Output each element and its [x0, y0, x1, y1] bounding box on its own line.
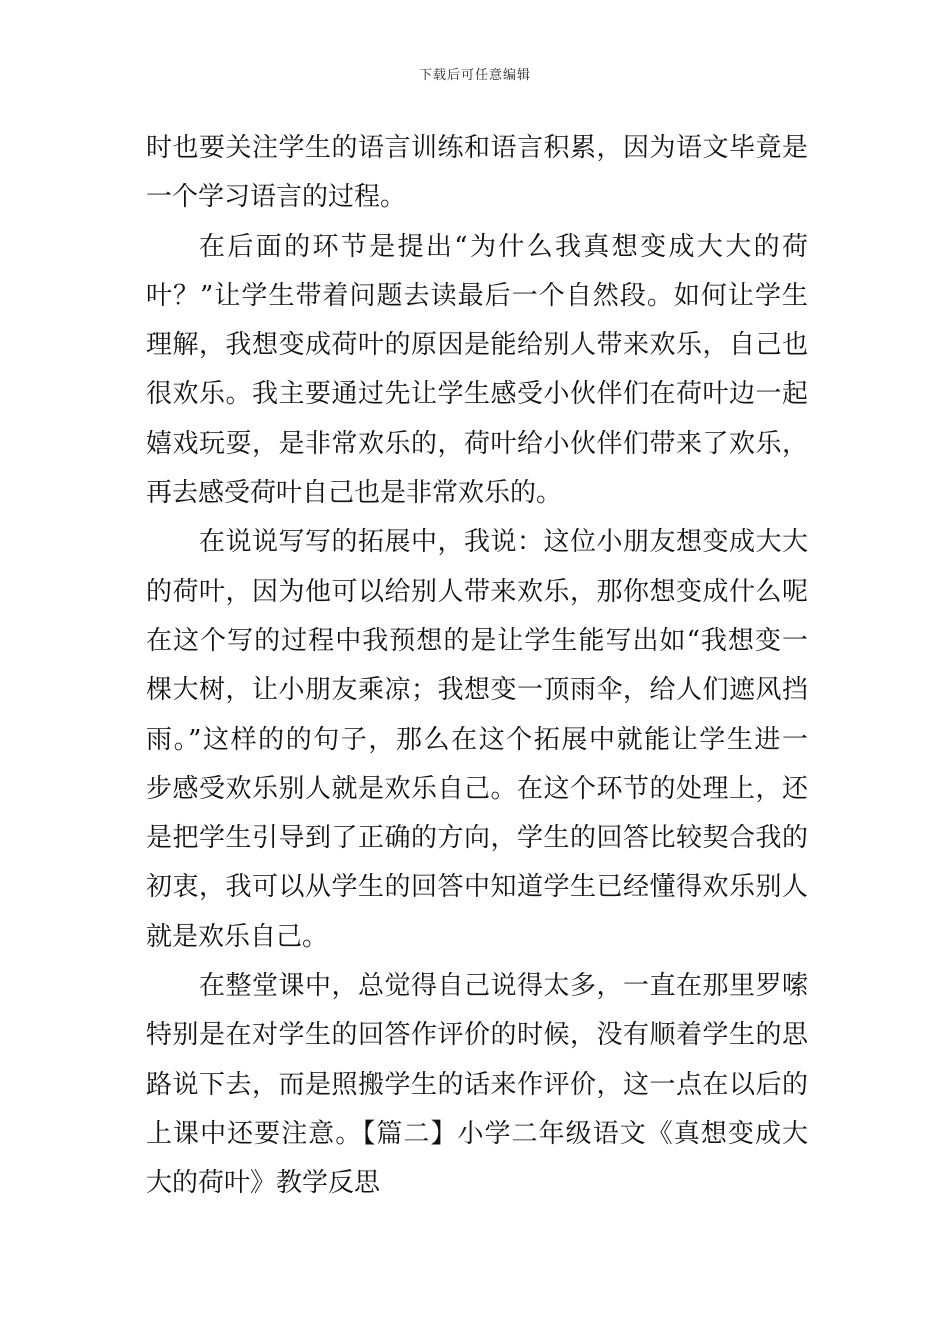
document-body: [146, 124, 808, 1209]
text-line: 再去感受荷叶自己也是非常欢乐的。: [146, 478, 563, 509]
text-line: 是把学生引导到了正确的方向，学生的回答比较契合我的: [146, 823, 808, 854]
text-line: 在这个写的过程中我预想的是让学生能写出如“我想变一: [146, 625, 808, 656]
text-line: 上课中还要注意。【篇二】小学二年级语文《真想变成大: [146, 1118, 808, 1149]
page-header: 下载后可任意编辑: [418, 68, 531, 83]
text-line: 大的荷叶》教学反思: [146, 1168, 381, 1199]
text-line: 理解，我想变成荷叶的原因是能给别人带来欢乐，自己也: [146, 330, 808, 361]
text-line: 在整堂课中，总觉得自己说得太多，一直在那里罗嗦: [199, 971, 808, 1002]
text-line: 叶？”让学生带着问题去读最后一个自然段。如何让学生: [146, 280, 808, 311]
text-line: 的荷叶，因为他可以给别人带来欢乐，那你想变成什么呢: [146, 576, 808, 607]
text-line: 就是欢乐自己。: [146, 921, 329, 952]
text-line: 在说说写写的拓展中，我说：这位小朋友想变成大大: [199, 527, 808, 558]
text-line: 在后面的环节是提出“为什么我真想变成大大的荷: [199, 231, 808, 262]
text-line: 嬉戏玩耍，是非常欢乐的，荷叶给小伙伴们带来了欢乐，: [146, 428, 808, 459]
text-line: 棵大树，让小朋友乘凉；我想变一顶雨伞，给人们遮风挡: [146, 675, 808, 706]
text-line: 很欢乐。我主要通过先让学生感受小伙伴们在荷叶边一起: [146, 379, 808, 410]
text-line: 路说下去，而是照搬学生的话来作评价，这一点在以后的: [146, 1069, 808, 1100]
text-line: 特别是在对学生的回答作评价的时候，没有顺着学生的思: [146, 1020, 808, 1051]
text-line: 时也要关注学生的语言训练和语言积累，因为语文毕竟是: [146, 133, 808, 163]
text-line: 一个学习语言的过程。: [146, 182, 407, 213]
text-line: 雨。”这样的的句子，那么在这个拓展中就能让学生进一: [146, 724, 808, 755]
text-line: 步感受欢乐别人就是欢乐自己。在这个环节的处理上，还: [146, 773, 808, 804]
text-line: 初衷，我可以从学生的回答中知道学生已经懂得欢乐别人: [146, 872, 808, 903]
